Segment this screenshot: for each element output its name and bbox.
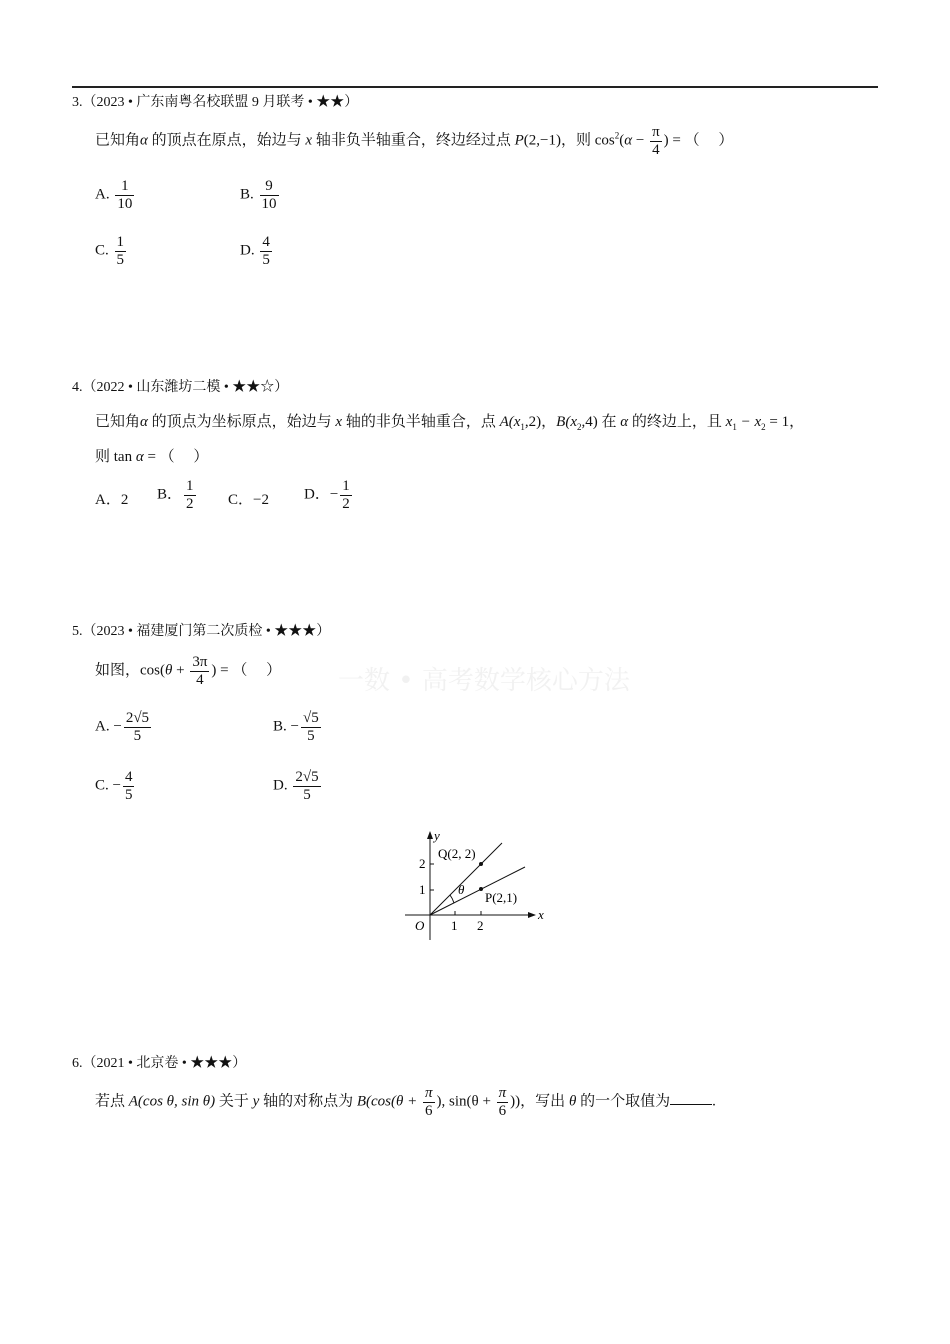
q4-option-a[interactable]: A．2 — [95, 492, 129, 508]
math: 2 — [761, 422, 766, 432]
text: 在 — [597, 414, 621, 430]
text: 的顶点在原点，始边与 — [147, 132, 306, 149]
fraction — [115, 234, 127, 268]
fraction — [124, 710, 151, 744]
point-q — [479, 862, 483, 866]
fraction — [260, 178, 279, 212]
q5-header: 5.（2023 • 福建厦门第二次质检 • ★★★） — [72, 624, 331, 639]
q4-stem-line2 — [95, 445, 208, 466]
point-p-label: P(2,1) — [485, 890, 518, 905]
denominator: 6 — [425, 1102, 433, 1119]
denominator: 5 — [124, 786, 133, 803]
numerator: 1 — [186, 478, 194, 494]
q3-stem — [95, 124, 733, 158]
q5-figure — [400, 825, 550, 945]
math: )) — [510, 1093, 521, 1110]
option-label: A. — [95, 718, 110, 735]
math: θ — [568, 1093, 577, 1110]
angle-arc — [450, 895, 454, 903]
point-q-label: Q(2, 2) — [438, 846, 476, 861]
math: 2 — [577, 422, 582, 432]
fraction — [184, 478, 196, 512]
fraction — [497, 1085, 509, 1119]
math: x — [335, 414, 343, 430]
text: ) = （ ） — [211, 662, 282, 679]
option-label: A. — [95, 186, 110, 203]
math: = 1， — [765, 414, 805, 430]
q5-stem — [95, 654, 281, 688]
point-p — [479, 887, 483, 891]
math: α — [140, 132, 148, 149]
numerator: π — [498, 1085, 507, 1101]
math: A(cos θ, sin θ) — [128, 1093, 216, 1110]
fraction — [423, 1085, 435, 1119]
text: 已知角 — [95, 132, 141, 149]
q3-option-c[interactable] — [95, 234, 128, 268]
math: A(x — [499, 414, 521, 430]
angle-label: θ — [458, 882, 465, 897]
math: ,2)， — [524, 414, 557, 430]
numerator: 1 — [342, 478, 350, 494]
math: B(x — [556, 414, 577, 430]
math: − — [632, 132, 649, 149]
numerator: 1 — [115, 178, 134, 196]
text: 关于 — [215, 1093, 253, 1110]
option-label: C. — [95, 242, 109, 259]
text: 已知角 — [95, 414, 141, 430]
denominator: 10 — [261, 195, 277, 212]
q3-header: 3.（2023 • 广东南粤名校联盟 9 月联考 • ★★） — [72, 95, 359, 110]
denominator: 2 — [342, 495, 350, 512]
text: 的终边上，且 — [628, 414, 726, 430]
fraction — [301, 710, 321, 744]
math: − x — [736, 414, 762, 430]
denominator: 10 — [117, 195, 133, 212]
y-tick-label: 2 — [419, 856, 426, 871]
math: 1 — [732, 422, 737, 432]
denominator: 4 — [196, 671, 204, 688]
option-label: B． — [157, 486, 183, 503]
denominator: 5 — [262, 251, 270, 268]
math: ( — [619, 132, 625, 149]
math: α — [135, 449, 144, 465]
answer-blank[interactable] — [670, 1092, 712, 1105]
fraction — [123, 769, 135, 803]
text: 若点 — [95, 1093, 129, 1110]
watermark: 一数 • 高考数学核心方法 — [338, 666, 630, 696]
sign: − — [113, 718, 122, 735]
option-label: D. — [273, 777, 288, 794]
numerator: 9 — [260, 178, 279, 196]
numerator: π — [425, 1085, 433, 1101]
q5-option-d[interactable] — [273, 769, 323, 803]
math: x — [725, 414, 733, 430]
numerator: 4 — [262, 234, 270, 250]
option-label: B. — [273, 718, 287, 735]
option-label: D. — [240, 242, 255, 259]
q4-option-d[interactable] — [304, 478, 354, 512]
text: 轴的非负半轴重合，点 — [342, 414, 500, 430]
x-tick-label: 2 — [477, 918, 484, 933]
fraction — [190, 654, 209, 688]
math: P — [514, 132, 524, 149]
denominator: 5 — [303, 786, 311, 803]
denominator: 5 — [133, 727, 142, 744]
y-axis-label: y — [434, 828, 440, 843]
text: = （ ） — [143, 449, 209, 465]
numerator: 1 — [116, 234, 125, 250]
q4-header: 4.（2022 • 山东潍坊二模 • ★★☆） — [72, 380, 289, 395]
text: 的一个取值为 — [576, 1093, 671, 1110]
q4-option-c[interactable]: C．−2 — [228, 492, 269, 508]
math: θ — [165, 662, 173, 679]
fraction — [260, 234, 272, 268]
q4-stem — [95, 410, 804, 432]
text: ) = （ ） — [663, 132, 734, 149]
numerator: π — [652, 124, 660, 140]
sign: − — [290, 718, 299, 735]
denominator: 5 — [307, 727, 315, 744]
option-label: D．− — [304, 486, 339, 503]
top-rule — [72, 86, 878, 88]
option-label: B. — [240, 186, 254, 203]
origin-label: O — [415, 918, 425, 933]
denominator: 4 — [652, 141, 660, 158]
x-axis-label: x — [538, 907, 544, 922]
math: α — [140, 414, 148, 430]
q6-header: 6.（2021 • 北京卷 • ★★★） — [72, 1056, 247, 1071]
q3-option-a[interactable] — [95, 178, 136, 212]
math: ,4) — [581, 414, 598, 430]
text: 的顶点为坐标原点，始边与 — [147, 414, 336, 430]
numerator: √5 — [302, 710, 319, 726]
text: (2,−1)，则 cos — [523, 132, 615, 149]
math: + — [172, 662, 189, 679]
math: α — [620, 414, 629, 430]
fraction — [293, 769, 320, 803]
text: . — [712, 1093, 716, 1110]
fraction — [115, 178, 134, 212]
text: 轴非负半轴重合，终边经过点 — [312, 132, 515, 149]
x-tick-label: 1 — [451, 918, 458, 933]
denominator: 2 — [186, 495, 194, 512]
numerator: 2√5 — [295, 769, 319, 785]
numerator: 4 — [124, 769, 133, 785]
text: 轴的对称点为 — [259, 1093, 357, 1110]
math: 2 — [614, 130, 620, 141]
y-tick-label: 1 — [419, 882, 426, 897]
denominator: 6 — [498, 1102, 507, 1119]
q3-option-b[interactable] — [240, 178, 281, 212]
q5-option-c[interactable] — [95, 769, 136, 803]
math: 1 — [520, 422, 525, 432]
sign: − — [112, 777, 121, 794]
fraction — [650, 124, 662, 158]
q4-option-b[interactable] — [157, 478, 198, 512]
q5-option-b[interactable] — [273, 710, 323, 744]
text: 则 tan — [95, 449, 136, 465]
option-label: C. — [95, 777, 109, 794]
text: 如图，cos( — [95, 662, 165, 679]
fraction — [340, 478, 352, 512]
numerator: 2√5 — [125, 710, 150, 726]
q6-stem — [95, 1085, 716, 1119]
text: ，写出 — [520, 1093, 569, 1110]
math: x — [305, 132, 313, 149]
math: B(cos(θ + — [356, 1093, 421, 1110]
math: α — [624, 132, 633, 149]
denominator: 5 — [116, 251, 125, 268]
math: y — [252, 1093, 260, 1110]
q3-option-d[interactable] — [240, 234, 274, 268]
q5-option-a[interactable] — [95, 710, 153, 744]
numerator: 3π — [192, 654, 208, 670]
math: ), sin(θ + — [436, 1093, 495, 1110]
